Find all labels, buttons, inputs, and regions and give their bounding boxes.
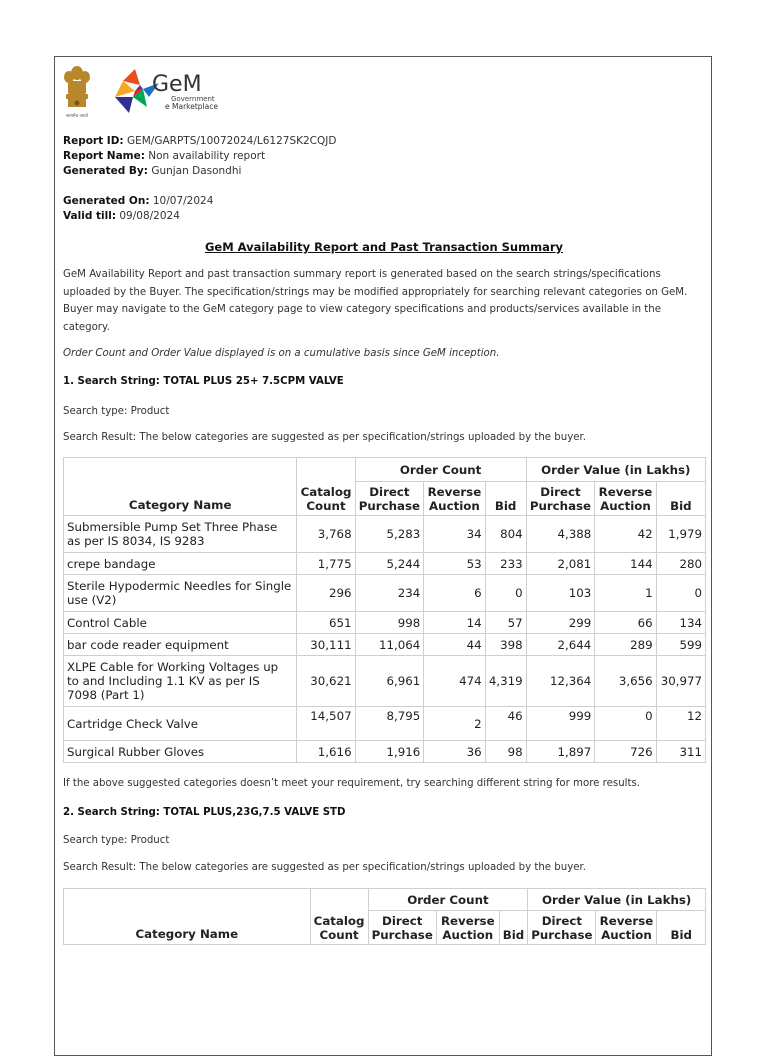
results-table-1 [63,457,706,763]
value-cell: 14 [424,612,485,634]
value-cell: 44 [424,634,485,656]
report-dates [63,194,213,224]
value-cell: 98 [485,741,526,763]
col-count-bid-2: Bid [499,911,527,945]
col-order-value: Order Value (in Lakhs) [526,458,705,482]
table-row [64,741,706,763]
table-row [64,553,706,575]
value-cell: 998 [355,612,424,634]
table-row [64,612,706,634]
category-name-cell[interactable]: Control Cable [64,612,297,634]
value-cell: 3,768 [297,516,355,553]
value-cell: 36 [424,741,485,763]
value-cell: 726 [595,741,656,763]
table-row [64,516,706,553]
value-cell: 999 [526,707,595,741]
category-name-cell[interactable]: Submersible Pump Set Three Phase as per IS 8034, IS 9283 [64,516,297,553]
col-count-reverse: Reverse Auction [424,482,485,516]
value-cell: 144 [595,553,656,575]
value-cell: 233 [485,553,526,575]
search-result-1: Search Result: The below categories are suggested as per specification/strings uploaded by the buyer. [63,432,587,443]
report-meta [63,134,336,179]
table-row [64,656,706,707]
value-cell: 5,283 [355,516,424,553]
value-cell: 6 [424,575,485,612]
value-cell: 6,961 [355,656,424,707]
value-cell: 4,388 [526,516,595,553]
value-cell: 2,081 [526,553,595,575]
col-value-reverse: Reverse Auction [595,482,656,516]
report-name-line: Report Name: Non availability report [63,150,266,162]
col-value-direct-2: Direct Purchase [528,911,596,945]
category-name-cell[interactable]: Surgical Rubber Gloves [64,741,297,763]
value-cell: 0 [485,575,526,612]
search-type-2: Search type: Product [63,835,170,846]
value-cell: 66 [595,612,656,634]
value-cell: 11,064 [355,634,424,656]
valid-till-line: Valid till: 09/08/2024 [63,210,180,222]
value-cell: 234 [355,575,424,612]
value-cell: 280 [656,553,705,575]
category-name-cell[interactable]: Sterile Hypodermic Needles for Single use (V2) [64,575,297,612]
value-cell: 4,319 [485,656,526,707]
col-value-direct: Direct Purchase [526,482,595,516]
value-cell: 42 [595,516,656,553]
svg-text:सत्यमेव जयते: सत्यमेव जयते [65,114,89,119]
value-cell: 0 [595,707,656,741]
col-count-direct-2: Direct Purchase [368,911,436,945]
search-string-2: 2. Search String: TOTAL PLUS,23G,7.5 VALVE STD [63,807,346,818]
value-cell: 0 [656,575,705,612]
results-table-2 [63,888,706,945]
search-result-2: Search Result: The below categories are suggested as per specification/strings uploaded by the buyer. [63,862,587,873]
col-order-value-2: Order Value (in Lakhs) [528,889,706,911]
category-name-cell[interactable]: XLPE Cable for Working Voltages up to and Including 1.1 KV as per IS 7098 (Part 1) [64,656,297,707]
report-id-line: Report ID: GEM/GARPTS/10072024/L6127SK2CQJD [63,135,337,147]
col-count-direct: Direct Purchase [355,482,424,516]
search-string-1: 1. Search String: TOTAL PLUS 25+ 7.5CPM VALVE [63,376,344,387]
intro-paragraph: GeM Availability Report and past transaction summary report is generated based on the search strings/specifications uploaded by the Buyer. The specification/strings may be modified appropriately for searching relevant categories on GeM. Buyer may navigate to the GeM category page to view category specifications and products/services available in the category. [63,269,688,333]
value-cell: 398 [485,634,526,656]
col-count-bid: Bid [485,482,526,516]
value-cell: 651 [297,612,355,634]
col-value-bid: Bid [656,482,705,516]
emblem-icon [63,63,243,123]
col-value-bid-2: Bid [657,911,706,945]
category-name-cell[interactable]: Cartridge Check Valve [64,707,297,741]
col-count-reverse-2: Reverse Auction [436,911,499,945]
table-row [64,634,706,656]
col-catalog-count-2: Catalog Count [310,889,368,945]
value-cell: 599 [656,634,705,656]
svg-text:Government: Government [171,95,215,103]
col-value-reverse-2: Reverse Auction [596,911,657,945]
col-catalog-count: Catalog Count [297,458,355,516]
value-cell: 134 [656,612,705,634]
cumulative-note: Order Count and Order Value displayed is on a cumulative basis since GeM inception. [63,348,500,359]
value-cell: 12 [656,707,705,741]
value-cell: 1,916 [355,741,424,763]
value-cell: 30,621 [297,656,355,707]
col-category-name-2: Category Name [64,889,311,945]
value-cell: 12,364 [526,656,595,707]
value-cell: 289 [595,634,656,656]
col-order-count-2: Order Count [368,889,528,911]
value-cell: 57 [485,612,526,634]
value-cell: 2,644 [526,634,595,656]
value-cell: 30,977 [656,656,705,707]
svg-text:e Marketplace: e Marketplace [165,102,218,111]
value-cell: 1,897 [526,741,595,763]
value-cell: 296 [297,575,355,612]
value-cell: 34 [424,516,485,553]
value-cell: 53 [424,553,485,575]
col-order-count: Order Count [355,458,526,482]
value-cell: 311 [656,741,705,763]
value-cell: 8,795 [355,707,424,741]
value-cell: 1,979 [656,516,705,553]
search-type-1: Search type: Product [63,406,170,417]
table-row [64,575,706,612]
value-cell: 804 [485,516,526,553]
search-footer-1: If the above suggested categories doesn’t meet your requirement, try searching different string for more results. [63,778,641,789]
value-cell: 14,507 [297,707,355,741]
generated-on-line: Generated On: 10/07/2024 [63,195,214,207]
value-cell: 5,244 [355,553,424,575]
value-cell: 299 [526,612,595,634]
value-cell: 1,616 [297,741,355,763]
value-cell: 46 [485,707,526,741]
report-title: GeM Availability Report and Past Transaction Summary [204,240,564,254]
category-name-cell[interactable]: crepe bandage [64,553,297,575]
value-cell: 2 [424,707,485,741]
table-row [64,707,706,741]
header-logos [63,63,243,123]
value-cell: 1,775 [297,553,355,575]
category-name-cell[interactable]: bar code reader equipment [64,634,297,656]
col-category-name: Category Name [64,458,297,516]
value-cell: 3,656 [595,656,656,707]
generated-by-line: Generated By: Gunjan Dasondhi [63,165,242,177]
value-cell: 30,111 [297,634,355,656]
value-cell: 474 [424,656,485,707]
value-cell: 1 [595,575,656,612]
svg-text:GeM: GeM [152,72,202,97]
value-cell: 103 [526,575,595,612]
